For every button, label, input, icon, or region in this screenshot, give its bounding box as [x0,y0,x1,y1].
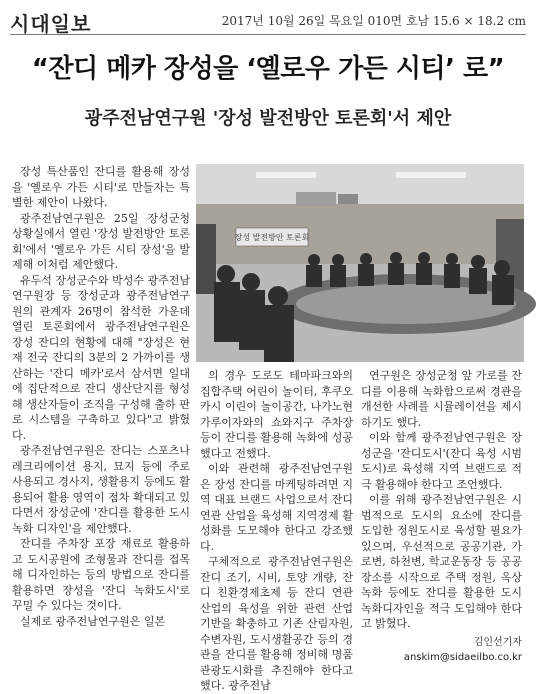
paragraph: 유두석 장성군수와 박성수 광주전남연구원장 등 장성군과 광주전남연구원의 관계자 26명이 참석한 가운데 열린 토론회에서 광주전남연구원은 장성 잔디의 현황에 대해 "장성은 현재 전국 잔디의 3분의 2 가까이를 생산하는 '잔디 메카'로서 삼서면 일대에 집단적으로 잔디 생산단지를 형성해 생산자들이 조직을 구성해 출하 판로 시스템을 구축하고 있다"고 밝혔다. [12,273,190,442]
article-column-2 [200,368,353,692]
issue-info: 2017년 10월 26일 목요일 010면 호남 15.6 × 18.2 cm [221,14,526,28]
paragraph: 이와 함께 광주전남연구원은 장성군을 '잔디도시'(잔디 육성 시범도시)로 육성해 지역 브랜드로 적극 활용해야 한다고 조언했다. [361,431,522,491]
paragraph: 구체적으로 광주전남연구원은 잔디 조기, 시비, 토양 개량, 잔디 친환경제초제 등 잔디 연관 산업의 육성을 위한 관련 산업 기반을 확충하고 기존 산림자원, 수변자원, 도시생활공간 등의 경관을 잔디를 활용해 정비해 명품 관광도시화를 추진해야 한다고 했다. 광주전남 [200,555,353,692]
newspaper-logo: 시대일보 [10,12,92,36]
paragraph: 이와 관련해 광주전남연구원은 장성 잔디를 마케팅하려면 지역 대표 브랜드 사업으로서 잔디 연관 산업을 육성해 지역경제 활성화를 도모해야 한다고 강조했다. [200,462,353,553]
banner-text: 장성 발전방안 토론회 [234,233,310,242]
paragraph: 실제로 광주전남연구원은 일본 [20,614,166,628]
paragraph: 광주전남연구원은 잔디는 스포츠나 레크리에이션 용지, 묘지 등에 주로 사용되고 경사지, 생활용지 등에도 활용되어 활용 영역이 점차 확대되고 있다면서 장성군에 '잔디를 활용한 도시 녹화 디자인'을 제안했다. [12,444,190,535]
paragraph: 이를 위해 광주전남연구원은 시범적으로 도시의 요소에 잔디를 도입한 정원도시로 육성할 필요가 있으며, 우선적으로 공공기관, 가로변, 하천변, 학교운동장 등 공공장소를 시작으로 주택 정원, 옥상 녹화 등에도 잔디를 활용한 도시 녹화디자인을 적극 도입해야 한다고 밝혔다. [361,493,522,630]
byline: 김인선기자 anskim@sidaeilbo.co.kr [403,636,522,663]
paragraph: 잔디를 주차장 포장 재료로 활용하고 도시공원에 조형물과 잔디를 접목해 디자인하는 등의 방법으로 잔디를 활용하면 장성을 '잔디 녹화도시'로 꾸밀 수 있다는 것이다. [12,537,190,612]
meeting-photo [196,164,524,362]
masthead [10,8,526,35]
paragraph: 연구원은 장성군청 앞 가로를 잔디를 이용해 녹화함으로써 경관을 개선한 사례를 시뮬레이션을 제시하기도 했다. [361,369,522,429]
paragraph: 장성 특산품인 잔디를 활용해 장성을 '옐로우 가든 시티'로 만들자는 특별한 제안이 나왔다. [12,165,190,209]
article-column-3 [361,368,522,663]
paragraph: 광주전남연구원은 25일 장성군청 상황실에서 열린 '장성 발전방안 토론회'에서 '옐로우 가든 시티 장성'을 발제해 이처럼 제안했다. [12,211,190,271]
headline: “잔디 메카 장성을 ‘옐로우 가든 시티’ 로” [31,54,505,84]
subheadline: 광주전남연구원 '장성 발전방안 토론회'서 제안 [84,108,452,129]
paragraph: 의 경우 도로도 테마파크와의 집합주택 어린이 놀이터, 후쿠오카시 이린이 놀이공간, 나가노현 가루이자와의 쇼와지구 주차장 등이 잔디를 활용해 녹화에 성공했다고 전했다. [200,369,353,460]
meeting-scene-illustration [196,164,524,362]
article-column-1 [12,164,190,634]
